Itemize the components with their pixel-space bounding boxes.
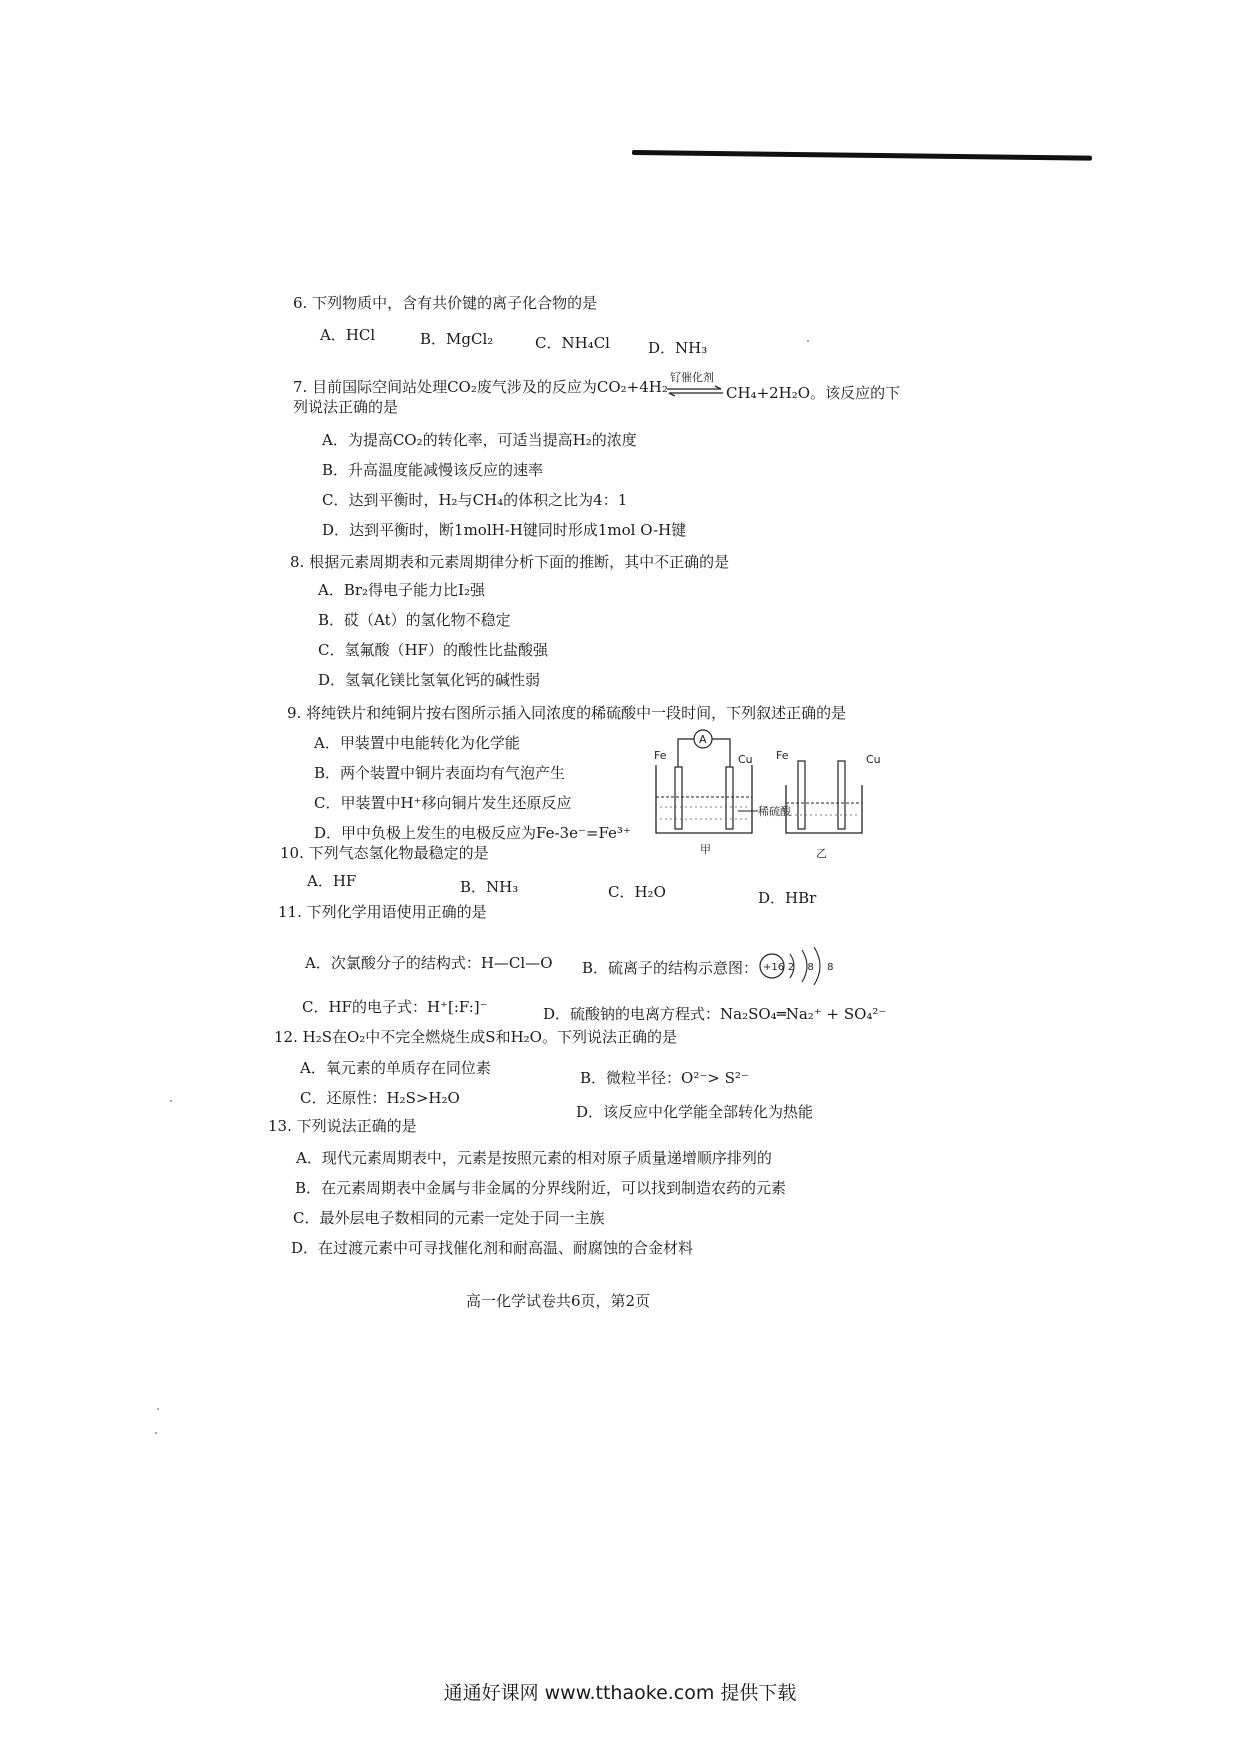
question-7-stem-line1: 7. 目前国际空间站处理CO₂废气涉及的反应为CO₂+4H₂ [293, 378, 668, 396]
q7-option-a: A．为提高CO₂的转化率，可适当提高H₂的浓度 [322, 431, 637, 449]
q7-catalyst-label: 钌催化剂 [670, 371, 714, 384]
q8-option-d: D．氢氧化镁比氢氧化钙的碱性弱 [318, 671, 541, 689]
scan-speck [807, 340, 809, 342]
sulfide-ion-structure-icon [752, 944, 838, 988]
q9-option-b: B．两个装置中铜片表面均有气泡产生 [314, 764, 566, 782]
scan-speck [155, 1432, 157, 1434]
q8-option-a: A．Br₂得电子能力比I₂强 [318, 581, 485, 599]
left-cu-electrode [726, 767, 733, 829]
q6-option-b: B．MgCl₂ [420, 330, 494, 348]
q13-option-c: C．最外层电子数相同的元素一定处于同一主族 [293, 1209, 605, 1227]
q12-option-c: C．还原性：H₂S>H₂O [300, 1089, 460, 1107]
q12-option-d: D．该反应中化学能全部转化为热能 [576, 1103, 814, 1121]
question-8-stem: 8. 根据元素周期表和元素周期律分析下面的推断，其中不正确的是 [290, 553, 730, 571]
right-fe-electrode [798, 761, 805, 829]
question-11-stem: 11. 下列化学用语使用正确的是 [278, 903, 487, 921]
q7-equilibrium-arrow-icon [665, 385, 725, 397]
q8-option-b: B．砹（At）的氢化物不稳定 [318, 611, 511, 629]
q11-option-c: C．HF的电子式：H⁺[:F:]⁻ [302, 998, 488, 1016]
q7-option-d: D．达到平衡时，断1molH-H键同时形成1mol O-H键 [322, 521, 687, 539]
diagram-left-caption: 甲 [700, 843, 711, 856]
scan-top-rule [632, 150, 1092, 161]
q13-option-b: B．在元素周期表中金属与非金属的分界线附近，可以找到制造农药的元素 [295, 1179, 787, 1197]
q10-option-b: B．NH₃ [460, 878, 519, 896]
ion-nucleus-label: +16 [763, 962, 785, 973]
diagram-right-fe-label: Fe [776, 749, 789, 762]
q12-option-b: B．微粒半径：O²⁻> S²⁻ [580, 1069, 749, 1087]
q7-option-c: C．达到平衡时，H₂与CH₄的体积之比为4：1 [322, 491, 628, 509]
page-number-footer: 高一化学试卷共6页，第2页 [466, 1292, 651, 1310]
question-7-stem-line2: 列说法正确的是 [293, 398, 399, 416]
q10-option-c: C．H₂O [608, 883, 666, 901]
q9-option-a: A．甲装置中电能转化为化学能 [314, 734, 520, 752]
diagram-right-caption: 乙 [816, 847, 827, 860]
q7-option-b: B．升高温度能减慢该反应的速率 [322, 461, 544, 479]
q10-option-d: D．HBr [758, 889, 817, 907]
q6-option-a: A．HCl [320, 326, 376, 344]
q13-option-a: A．现代元素周期表中，元素是按照元素的相对原子质量递增顺序排列的 [296, 1149, 772, 1167]
q11-option-b: B．硫离子的结构示意图： [582, 959, 759, 977]
q6-option-d: D．NH₃ [648, 339, 708, 357]
diagram-right-cu-label: Cu [866, 753, 881, 766]
diagram-left-cu-label: Cu [738, 753, 753, 766]
site-watermark-footer: 通通好课网 www.tthaoke.com 提供下载 [443, 1682, 797, 1704]
scan-speck [170, 1100, 172, 1102]
q9-option-d: D．甲中负极上发生的电极反应为Fe-3e⁻=Fe³⁺ [314, 824, 631, 842]
q6-option-c: C．NH₄Cl [535, 334, 610, 352]
question-12-stem: 12. H₂S在O₂中不完全燃烧生成S和H₂O。下列说法正确的是 [274, 1028, 677, 1046]
question-7-stem-line1-end: CH₄+2H₂O。该反应的下 [726, 384, 901, 402]
q13-option-d: D．在过渡元素中可寻找催化剂和耐高温、耐腐蚀的合金材料 [291, 1239, 694, 1257]
question-13-stem: 13. 下列说法正确的是 [268, 1117, 417, 1135]
left-fe-electrode [675, 767, 682, 829]
diagram-ammeter-label: A [699, 733, 707, 746]
ion-shells-label: 2 8 8 [788, 962, 838, 973]
q9-electrochemistry-diagram [648, 725, 888, 865]
q11-option-d: D．硫酸钠的电离方程式：Na₂SO₄═Na₂⁺ + SO₄²⁻ [543, 1005, 887, 1023]
q10-option-a: A．HF [307, 872, 357, 890]
q8-option-c: C．氢氟酸（HF）的酸性比盐酸强 [318, 641, 548, 659]
diagram-left-fe-label: Fe [654, 749, 667, 762]
question-6-stem: 6. 下列物质中，含有共价键的离子化合物的是 [293, 294, 598, 312]
q11-option-a: A．次氯酸分子的结构式：H—Cl—O [305, 954, 553, 972]
right-cu-electrode [838, 761, 845, 829]
q12-option-a: A．氧元素的单质存在同位素 [300, 1059, 491, 1077]
left-beaker [656, 765, 752, 833]
question-9-stem: 9. 将纯铁片和纯铜片按右图所示插入同浓度的稀硫酸中一段时间，下列叙述正确的是 [287, 704, 847, 722]
question-10-stem: 10. 下列气态氢化物最稳定的是 [280, 844, 489, 862]
scan-speck [157, 1408, 159, 1410]
diagram-acid-label: 稀硫酸 [758, 805, 791, 818]
q9-option-c: C．甲装置中H⁺移向铜片发生还原反应 [314, 794, 572, 812]
